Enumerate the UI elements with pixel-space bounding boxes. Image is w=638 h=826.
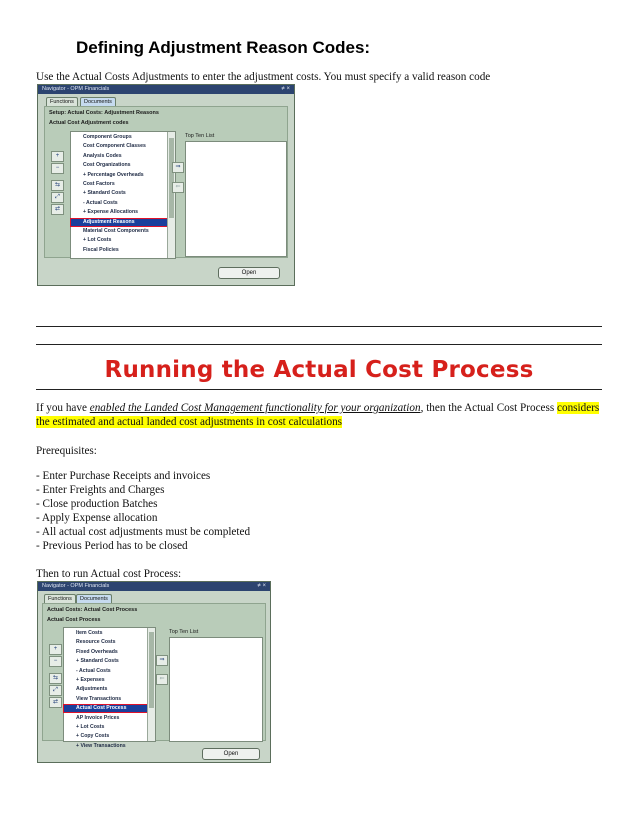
function-list[interactable] [63,627,156,749]
prereq-item: - Apply Expense allocation [36,512,158,524]
prereq-item: - Enter Freights and Charges [36,484,165,496]
list-item[interactable]: Resource Costs [76,639,116,646]
list-scrollbar[interactable] [147,628,155,741]
list-item[interactable]: View Transactions [76,695,122,702]
expand-branch-icon[interactable]: ⇆ [49,673,62,684]
landed-cost-link[interactable]: enabled the Landed Cost Management functionality for your organization [89,402,421,414]
list-item[interactable]: + Standard Costs [83,190,126,197]
collapse-icon[interactable]: − [49,656,62,667]
expand-branch-icon[interactable]: ⇆ [51,180,64,191]
section-subtitle: Actual Cost Adjustment codes [49,120,129,126]
list-item[interactable]: Cost Component Classes [83,143,146,150]
landed-cost-paragraph [36,401,599,415]
list-item[interactable]: Item Costs [76,630,103,636]
prereq-item: - Close production Batches [36,498,158,510]
top-ten-list[interactable] [185,141,287,257]
prereq-item: - Previous Period has to be closed [36,540,188,552]
prereq-item: - All actual cost adjustments must be completed [36,526,251,538]
setup-label: Setup: Actual Costs: Adjustment Reasons [49,110,159,116]
list-item[interactable]: Fixed Overheads [76,648,118,655]
collapse-all-icon[interactable]: ⇄ [51,204,64,215]
window-close-icon[interactable]: ≠ × [281,86,290,92]
tab-documents[interactable]: Documents [76,594,112,604]
window-titlebar [38,582,270,591]
top-ten-label: Top Ten List [185,133,215,139]
list-item[interactable]: Fiscal Policies [83,246,119,253]
add-to-top-ten-icon[interactable]: ⇒ [172,162,184,173]
top-ten-list[interactable] [169,637,263,742]
window-title: Navigator - OPM Financials [42,583,110,589]
setup-label: Actual Costs: Actual Cost Process [47,607,138,613]
functions-panel [42,603,266,749]
list-item[interactable]: Actual Cost Process [64,705,147,712]
divider-line [36,389,602,390]
functions-panel [44,106,288,258]
list-item[interactable]: + Lot Costs [83,237,112,244]
add-to-top-ten-icon[interactable]: ⇒ [156,655,168,666]
expand-icon[interactable]: + [49,644,62,655]
para-highlight-1: considers [557,402,600,414]
list-item[interactable]: Cost Factors [83,181,115,187]
para-highlight-2: the estimated and actual landed cost adjustments in cost calculations [36,416,343,428]
list-item[interactable]: AP Invoice Prices [76,714,120,721]
list-item[interactable]: - Actual Costs [76,667,111,674]
tab-documents[interactable]: Documents [80,97,116,107]
prereq-title: Prerequisites: [36,445,97,457]
list-item[interactable]: + Expense Allocations [83,209,139,216]
list-item[interactable]: + Lot Costs [76,724,105,730]
list-item[interactable]: + Percentage Overheads [83,171,144,178]
list-item[interactable]: - Actual Costs [83,199,118,206]
scrollbar-thumb[interactable] [149,632,154,708]
list-item[interactable]: Component Groups [83,134,132,140]
list-item[interactable]: Adjustments [76,686,108,693]
tab-functions[interactable]: Functions [44,594,76,604]
landed-cost-paragraph-line2 [36,415,342,429]
list-item[interactable]: Analysis Codes [83,152,122,159]
collapse-all-icon[interactable]: ⇄ [49,697,62,708]
collapse-icon[interactable]: − [51,163,64,174]
list-scrollbar[interactable] [167,132,175,258]
section-subtitle: Actual Cost Process [47,617,101,623]
divider-line [36,344,602,345]
intro-text: Use the Actual Costs Adjustments to enter the adjustment costs. You must specify a valid reason code [36,71,491,83]
remove-from-top-ten-icon[interactable]: ⇐ [172,182,184,193]
list-item[interactable]: + View Transactions [76,742,126,749]
list-item[interactable]: Adjustment Reasons [71,219,167,226]
open-button[interactable]: Open [218,267,280,279]
top-ten-label: Top Ten List [169,629,199,635]
list-item[interactable]: + Copy Costs [76,733,110,740]
expand-all-icon[interactable]: ⤢ [51,192,64,203]
tab-functions[interactable]: Functions [46,97,78,107]
navigator-window-2 [37,581,271,763]
navigator-window-1 [37,84,295,286]
section-title: Running the Actual Cost Process [104,357,534,383]
run-text: Then to run Actual cost Process: [36,568,182,580]
para-mid: , then the Actual Cost Process [420,402,558,414]
expand-icon[interactable]: + [51,151,64,162]
window-title: Navigator - OPM Financials [42,86,110,92]
list-item[interactable]: Material Cost Components [83,228,149,234]
window-titlebar [38,85,294,94]
list-item[interactable]: + Expenses [76,677,105,683]
window-close-icon[interactable]: ≠ × [257,583,266,589]
expand-all-icon[interactable]: ⤢ [49,685,62,696]
list-item[interactable]: + Standard Costs [76,658,119,665]
remove-from-top-ten-icon[interactable]: ⇐ [156,674,168,685]
divider-line [36,326,602,327]
para-pre: If you have [36,402,90,414]
prereq-item: - Enter Purchase Receipts and invoices [36,470,211,482]
function-list[interactable] [70,131,176,259]
scrollbar-thumb[interactable] [169,138,174,218]
page-heading: Defining Adjustment Reason Codes: [76,38,371,57]
list-item[interactable]: Cost Organizations [83,162,131,169]
open-button[interactable]: Open [202,748,260,760]
